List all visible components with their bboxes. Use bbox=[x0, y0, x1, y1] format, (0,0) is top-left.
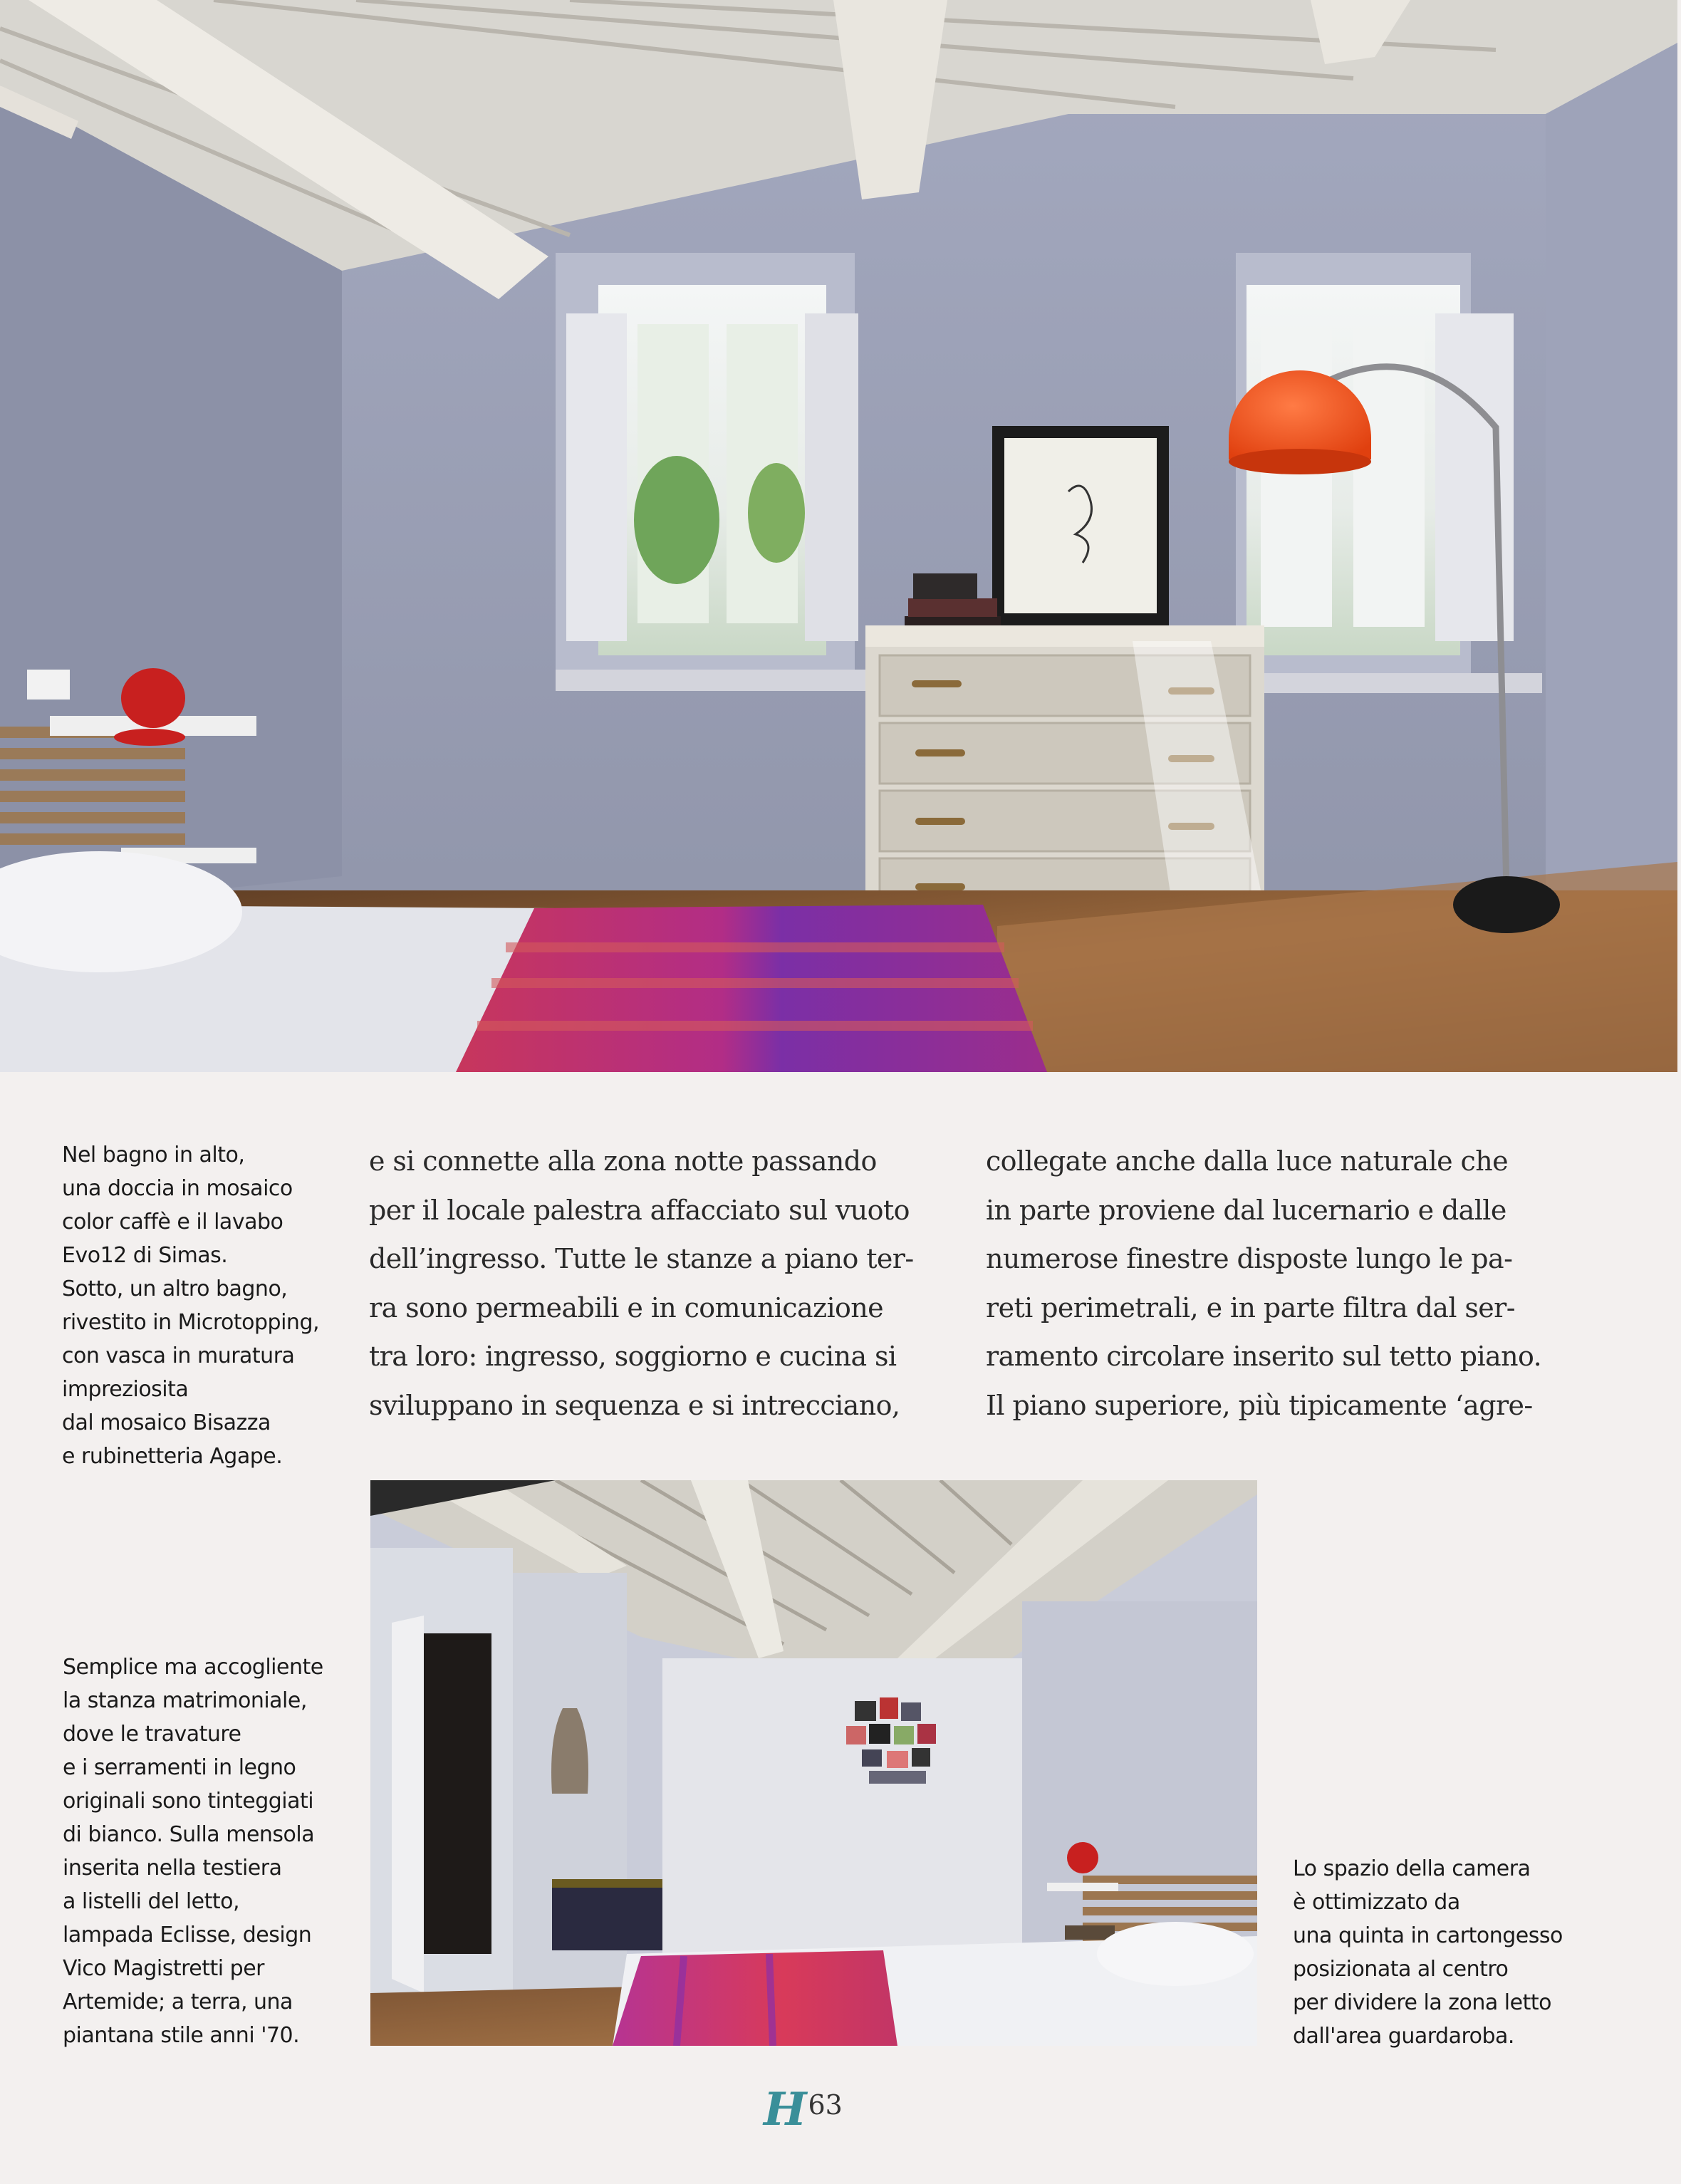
body-line: tra loro: ingresso, soggiorno e cucina si bbox=[369, 1341, 897, 1372]
caption-line: rivestito in Microtopping, bbox=[62, 1310, 320, 1335]
bottom-bedroom-illustration bbox=[370, 1480, 1257, 2046]
caption-line: e i serramenti in legno bbox=[63, 1755, 296, 1780]
body-line: per il locale palestra affacciato sul vuoto bbox=[369, 1194, 910, 1226]
caption-line: lampada Eclisse, design bbox=[63, 1923, 312, 1948]
caption-bathroom bbox=[62, 1138, 319, 1473]
caption-line: dove le travature bbox=[63, 1722, 241, 1747]
caption-line: a listelli del letto, bbox=[63, 1889, 240, 1914]
caption-master-bedroom bbox=[63, 1650, 323, 2052]
caption-line: piantana stile anni '70. bbox=[63, 2023, 300, 2048]
body-line: ramento circolare inserito sul tetto piano. bbox=[986, 1341, 1542, 1372]
caption-line: impreziosita bbox=[62, 1377, 189, 1402]
caption-line: con vasca in muratura bbox=[62, 1343, 295, 1368]
caption-line: dall'area guardaroba. bbox=[1293, 2024, 1514, 2049]
caption-line: color caffè e il lavabo bbox=[62, 1210, 283, 1234]
body-line: reti perimetrali, e in parte filtra dal ser- bbox=[986, 1291, 1515, 1324]
caption-line: una quinta in cartongesso bbox=[1293, 1923, 1563, 1948]
caption-line: è ottimizzato da bbox=[1293, 1890, 1460, 1915]
caption-line: Evo12 di Simas. bbox=[62, 1243, 228, 1268]
caption-line: Semplice ma accogliente bbox=[63, 1655, 323, 1680]
body-line: in parte proviene dal lucernario e dalle bbox=[986, 1194, 1506, 1226]
body-line: dell’ingresso. Tutte le stanze a piano ter- bbox=[369, 1243, 914, 1274]
body-line: sviluppano in sequenza e si intrecciano, bbox=[369, 1389, 900, 1421]
caption-line: posizionata al centro bbox=[1293, 1957, 1509, 1982]
caption-line: dal mosaico Bisazza bbox=[62, 1410, 271, 1435]
body-column-2 bbox=[986, 1137, 1541, 1430]
caption-line: e rubinetteria Agape. bbox=[62, 1444, 283, 1469]
top-bedroom-photo bbox=[0, 0, 1677, 1072]
caption-line: Vico Magistretti per bbox=[63, 1956, 264, 1981]
body-line: e si connette alla zona notte passando bbox=[369, 1145, 877, 1177]
caption-line: per dividere la zona letto bbox=[1293, 1990, 1551, 2015]
magazine-logo: H bbox=[764, 2083, 807, 2136]
caption-line: di bianco. Sulla mensola bbox=[63, 1822, 315, 1847]
caption-line: Nel bagno in alto, bbox=[62, 1143, 245, 1168]
caption-line: originali sono tinteggiati bbox=[63, 1789, 314, 1814]
caption-line: Artemide; a terra, una bbox=[63, 1990, 293, 2014]
caption-line: Sotto, un altro bagno, bbox=[62, 1276, 288, 1301]
page-folio bbox=[764, 2083, 843, 2136]
page-number: 63 bbox=[808, 2089, 843, 2121]
caption-line: inserita nella testiera bbox=[63, 1856, 282, 1881]
caption-line: una doccia in mosaico bbox=[62, 1176, 293, 1201]
body-line: numerose finestre disposte lungo le pa- bbox=[986, 1243, 1513, 1274]
body-line: ra sono permeabili e in comunicazione bbox=[369, 1291, 884, 1324]
bottom-bedroom-photo bbox=[370, 1480, 1257, 2046]
body-column-1 bbox=[369, 1137, 914, 1430]
caption-line: Lo spazio della camera bbox=[1293, 1856, 1531, 1881]
top-bedroom-illustration bbox=[0, 0, 1677, 1072]
body-line: collegate anche dalla luce naturale che bbox=[986, 1145, 1508, 1177]
caption-bedroom-partition bbox=[1293, 1852, 1563, 2053]
body-line: Il piano superiore, più tipicamente ‘agre- bbox=[986, 1389, 1533, 1421]
caption-line: la stanza matrimoniale, bbox=[63, 1688, 307, 1713]
